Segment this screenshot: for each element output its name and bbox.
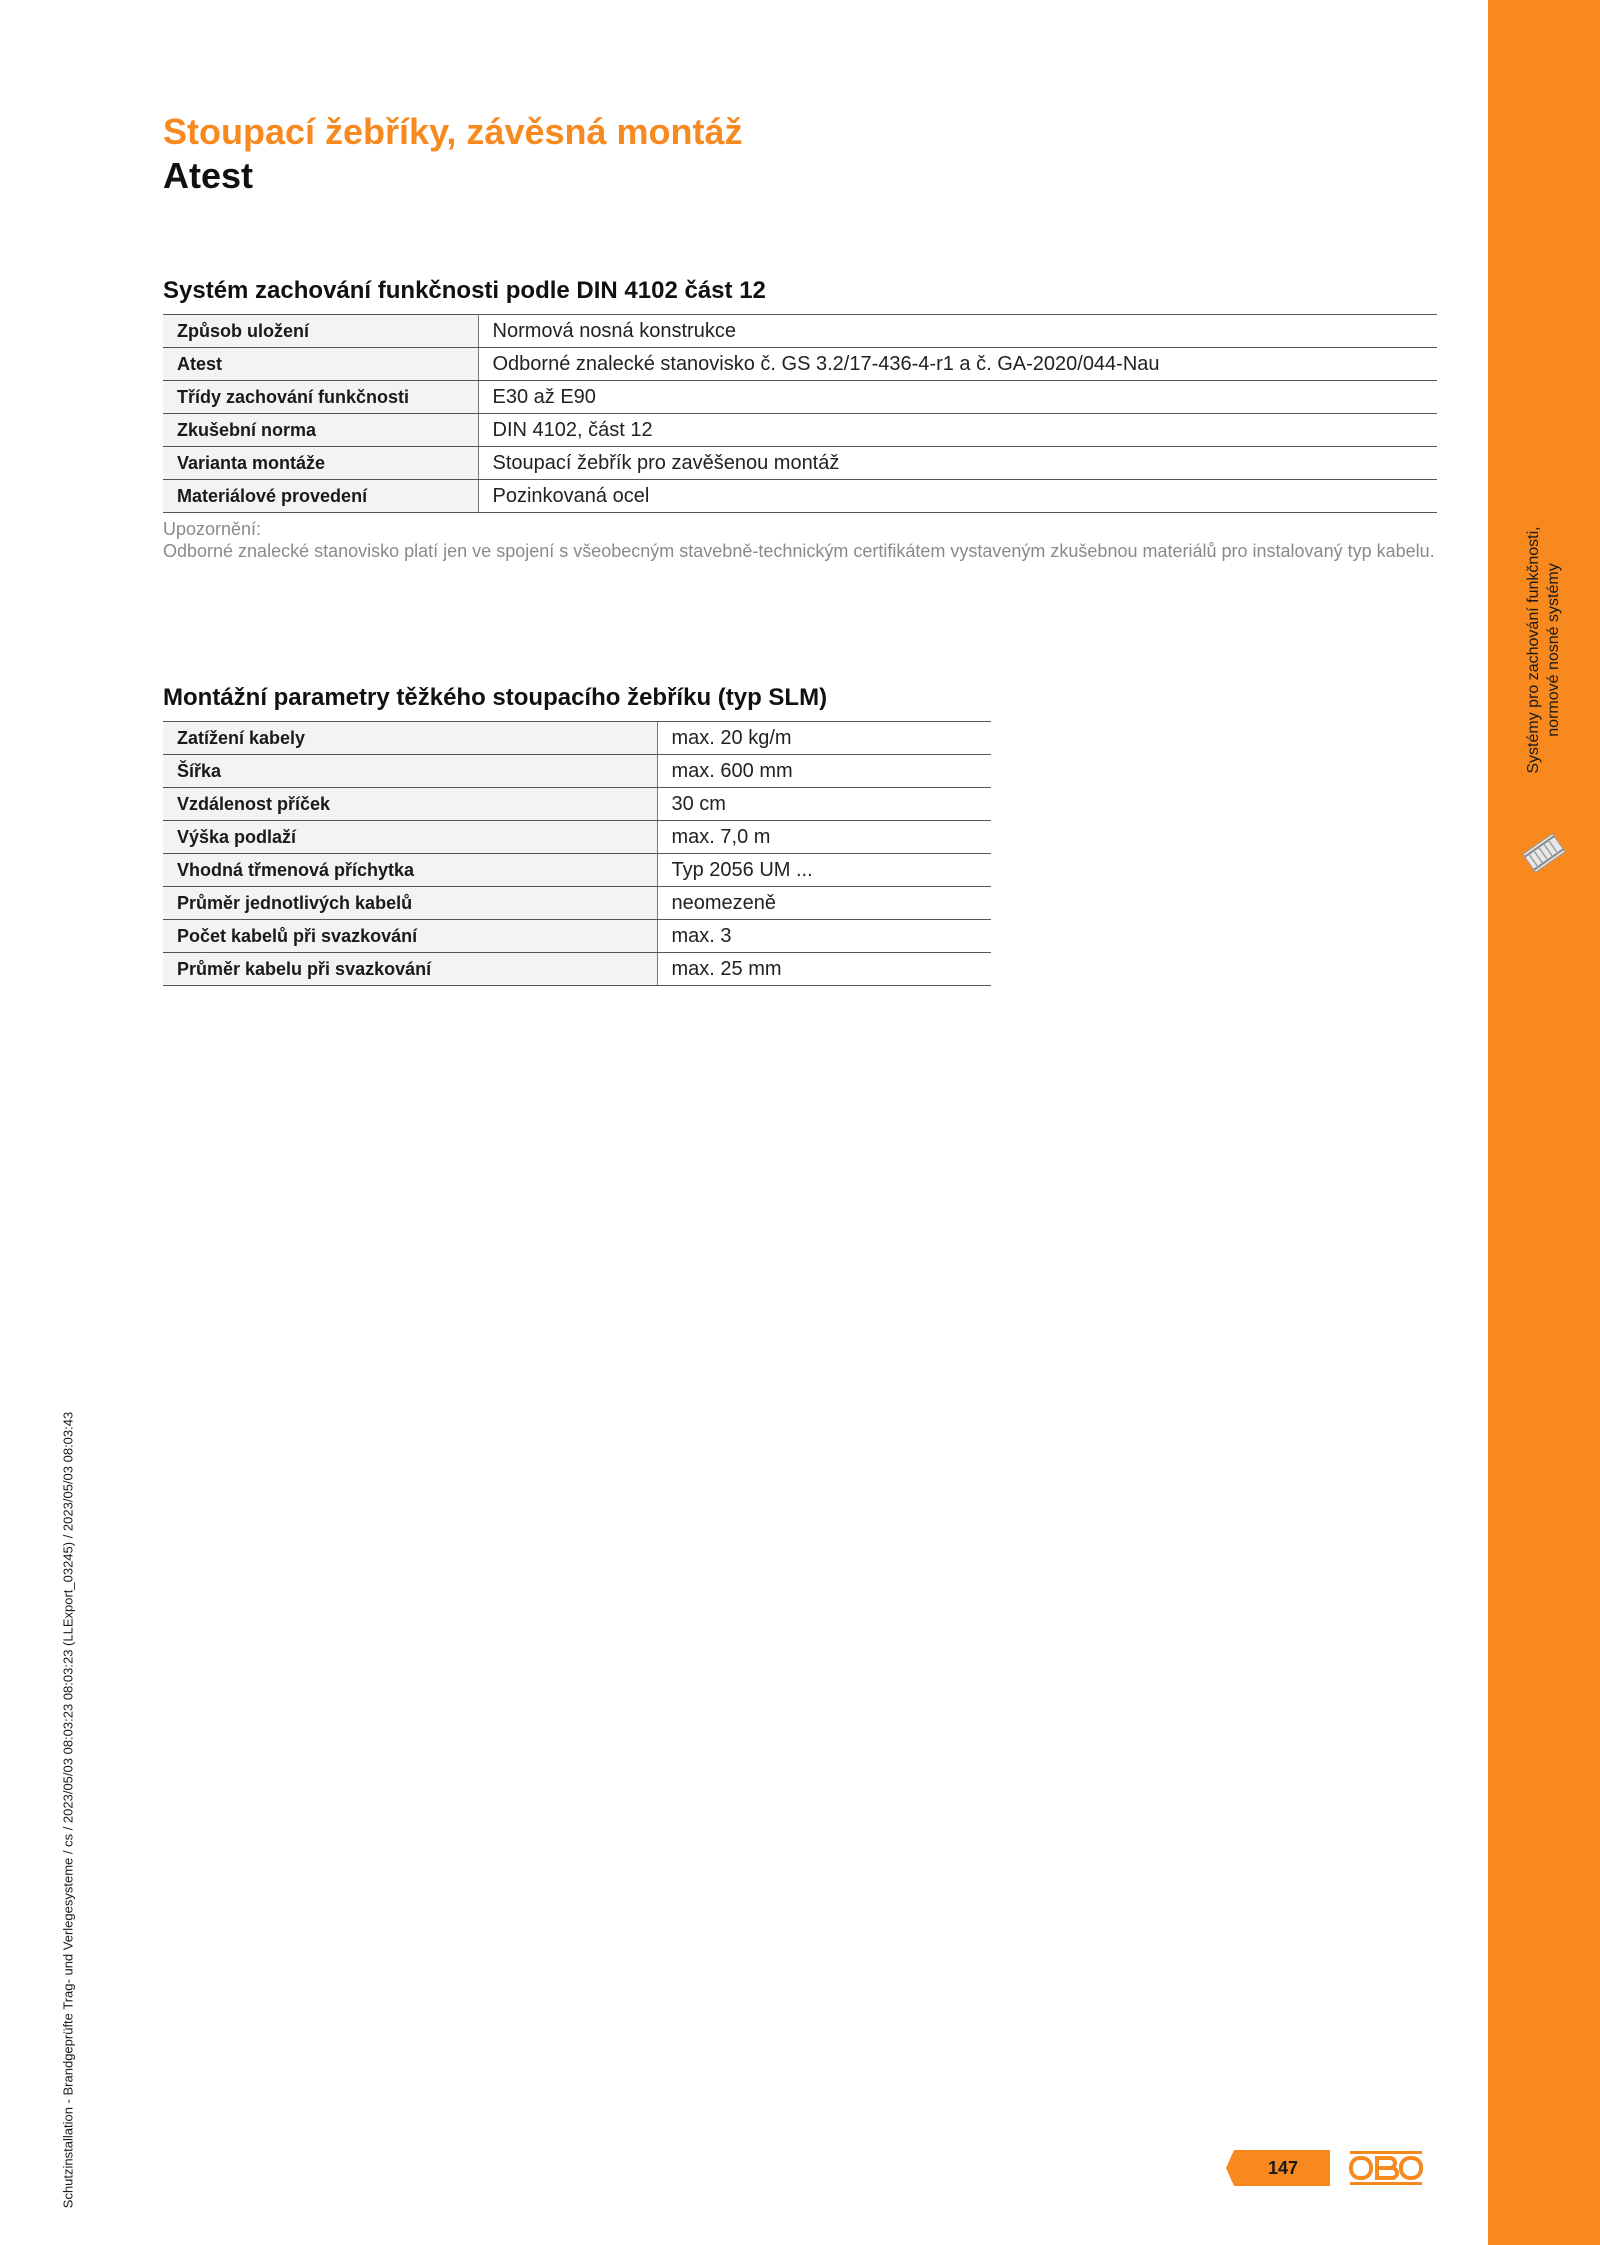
row-value: Pozinkovaná ocel bbox=[478, 480, 1437, 513]
row-value: Normová nosná konstrukce bbox=[478, 315, 1437, 348]
row-value: max. 25 mm bbox=[657, 953, 991, 986]
row-value: Odborné znalecké stanovisko č. GS 3.2/17-436-4-r1 a č. GA-2020/044-Nau bbox=[478, 348, 1437, 381]
row-label: Třídy zachování funkčnosti bbox=[163, 381, 478, 414]
row-label: Zkušební norma bbox=[163, 414, 478, 447]
table-row bbox=[163, 854, 991, 887]
row-value: max. 7,0 m bbox=[657, 821, 991, 854]
right-sidebar bbox=[1488, 0, 1600, 2245]
mounting-parameters-table bbox=[163, 721, 991, 986]
sidebar-chapter-label bbox=[1524, 526, 1564, 773]
cable-ladder-icon bbox=[1522, 828, 1566, 878]
row-label: Průměr jednotlivých kabelů bbox=[163, 887, 657, 920]
table-row bbox=[163, 953, 991, 986]
row-label: Způsob uložení bbox=[163, 315, 478, 348]
row-value: Typ 2056 UM ... bbox=[657, 854, 991, 887]
row-value: 30 cm bbox=[657, 788, 991, 821]
page-number-tab bbox=[1226, 2150, 1330, 2186]
note-text: Odborné znalecké stanovisko platí jen ve spojení s všeobecným stavebně-technickým certifikátem vystaveným zkušebnou materiálů pro instalovaný typ kabelu. bbox=[163, 541, 1435, 561]
row-label: Počet kabelů při svazkování bbox=[163, 920, 657, 953]
note-label: Upozornění: bbox=[163, 519, 262, 539]
table-row bbox=[163, 414, 1437, 447]
table-row bbox=[163, 315, 1437, 348]
row-label: Vhodná třmenová příchytka bbox=[163, 854, 657, 887]
sidebar-line-2: normové nosné systémy bbox=[1545, 563, 1562, 737]
row-label: Výška podlaží bbox=[163, 821, 657, 854]
table-row bbox=[163, 381, 1437, 414]
row-value: DIN 4102, část 12 bbox=[478, 414, 1437, 447]
table-row bbox=[163, 755, 991, 788]
row-label: Materiálové provedení bbox=[163, 480, 478, 513]
row-label: Vzdálenost příček bbox=[163, 788, 657, 821]
table-row bbox=[163, 887, 991, 920]
page-subtitle: Atest bbox=[163, 155, 254, 196]
row-value: E30 až E90 bbox=[478, 381, 1437, 414]
print-metadata: Schutzinstallation - Brandgeprüfte Trag- und Verlegesysteme / cs / 2023/05/03 08:03:23 08:03:23 (LLExport_03245) / 2023/05/03 08:03:43 bbox=[60, 1411, 76, 2209]
row-value: neomezeně bbox=[657, 887, 991, 920]
section-title-function-system: Systém zachování funkčnosti podle DIN 4102 část 12 bbox=[163, 277, 766, 304]
note-block bbox=[163, 518, 1443, 562]
table-row bbox=[163, 480, 1437, 513]
row-label: Atest bbox=[163, 348, 478, 381]
row-value: Stoupací žebřík pro zavěšenou montáž bbox=[478, 447, 1437, 480]
row-label: Šířka bbox=[163, 755, 657, 788]
table-row bbox=[163, 447, 1437, 480]
row-value: max. 3 bbox=[657, 920, 991, 953]
page-title: Stoupací žebříky, závěsná montáž bbox=[163, 111, 743, 152]
page-number: 147 bbox=[1267, 2158, 1299, 2178]
row-label: Varianta montáže bbox=[163, 447, 478, 480]
row-label: Průměr kabelu při svazkování bbox=[163, 953, 657, 986]
table-row bbox=[163, 920, 991, 953]
function-system-table bbox=[163, 314, 1437, 513]
table-row bbox=[163, 788, 991, 821]
table-row bbox=[163, 821, 991, 854]
section-title-mounting-parameters: Montážní parametry těžkého stoupacího žebříku (typ SLM) bbox=[163, 684, 828, 711]
table-row bbox=[163, 722, 991, 755]
row-value: max. 600 mm bbox=[657, 755, 991, 788]
sidebar-line-1: Systémy pro zachování funkčnosti, bbox=[1525, 526, 1542, 774]
row-label: Zatížení kabely bbox=[163, 722, 657, 755]
table-row bbox=[163, 348, 1437, 381]
row-value: max. 20 kg/m bbox=[657, 722, 991, 755]
obo-logo bbox=[1346, 2150, 1426, 2186]
